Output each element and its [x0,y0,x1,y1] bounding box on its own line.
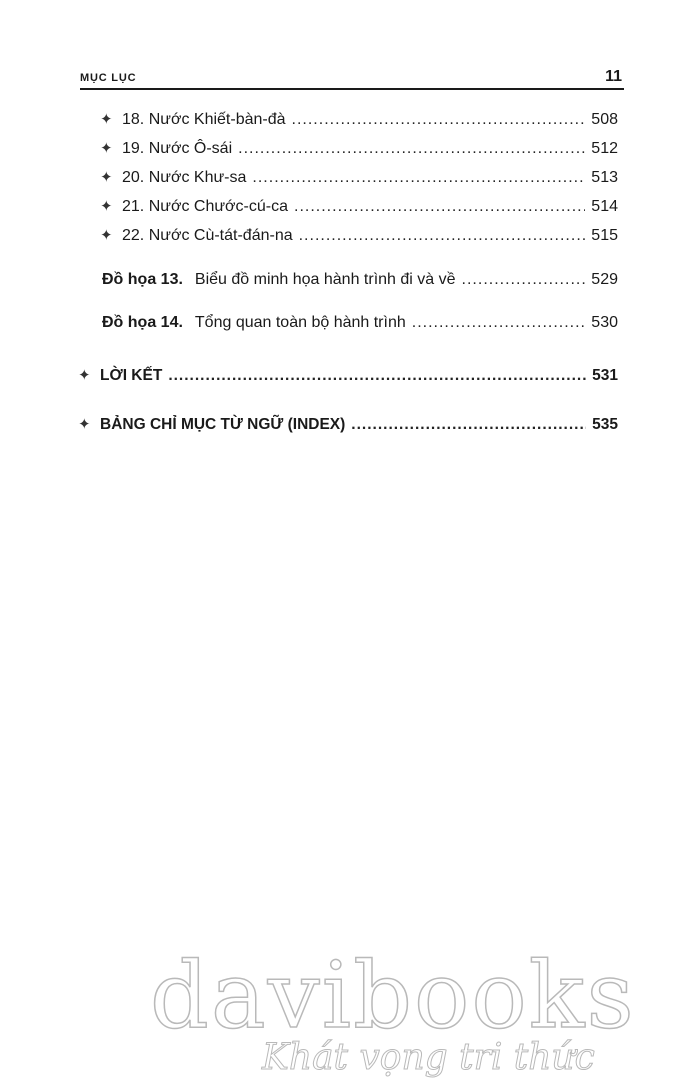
toc-entry-page: 513 [591,169,618,186]
figure-prefix: Đồ họa 13. [102,271,183,288]
four-point-star-icon: ✦ [100,111,113,128]
toc-entry-label: 22. Nước Cù-tát-đán-na [122,227,293,244]
figure-label: Biểu đồ minh họa hành trình đi và về [194,271,456,288]
toc-entry-page: 530 [591,314,618,331]
four-point-star-icon: ✦ [100,198,113,215]
watermark-slogan: Khát vọng tri thức [262,1037,595,1078]
toc-entry[interactable] [100,195,618,219]
toc-figure-entry[interactable] [102,311,618,335]
toc-entry[interactable] [100,137,618,161]
dot-leader [462,268,586,292]
toc-entry-page: 535 [592,416,618,433]
four-point-star-icon: ✦ [78,416,91,433]
page-number: 11 [605,68,622,85]
four-point-star-icon: ✦ [100,140,113,157]
toc-figure-entry[interactable] [102,268,618,292]
toc-entry-label: 20. Nước Khư-sa [122,169,247,186]
dot-leader [299,224,586,248]
figure-prefix: Đồ họa 14. [102,314,183,331]
toc-entry-label: 21. Nước Chước-cú-ca [122,198,288,215]
toc-entry-page: 531 [592,367,618,384]
toc-main-entry[interactable] [78,413,618,437]
dot-leader [351,413,586,437]
toc-entry-label: 19. Nước Ô-sái [122,140,233,157]
running-header [80,62,624,90]
dot-leader [412,311,586,335]
toc-main-entry[interactable] [78,364,618,388]
toc-entry-page: 515 [591,227,618,244]
watermark-brand: davibooks [150,942,636,1049]
four-point-star-icon: ✦ [100,227,113,244]
toc-entry[interactable] [100,224,618,248]
four-point-star-icon: ✦ [100,169,113,186]
toc-entry-page: 512 [591,140,618,157]
toc-entry[interactable] [100,166,618,190]
toc-entry-label: 18. Nước Khiết-bàn-đà [122,111,286,128]
dot-leader [292,108,586,132]
dot-leader [294,195,585,219]
toc-entry-page: 529 [591,271,618,288]
figure-label: Tổng quan toàn bộ hành trình [194,314,406,331]
toc-entry-page: 508 [591,111,618,128]
four-point-star-icon: ✦ [78,367,91,384]
toc-entry-label: LỜI KẾT [100,367,163,384]
toc-entry-label: BẢNG CHỈ MỤC TỪ NGỮ (INDEX) [100,416,346,433]
dot-leader [238,137,585,161]
toc-entry[interactable] [100,108,618,132]
section-title: MỤC LỤC [80,72,137,84]
dot-leader [252,166,585,190]
dot-leader [168,364,586,388]
toc-entry-page: 514 [591,198,618,215]
